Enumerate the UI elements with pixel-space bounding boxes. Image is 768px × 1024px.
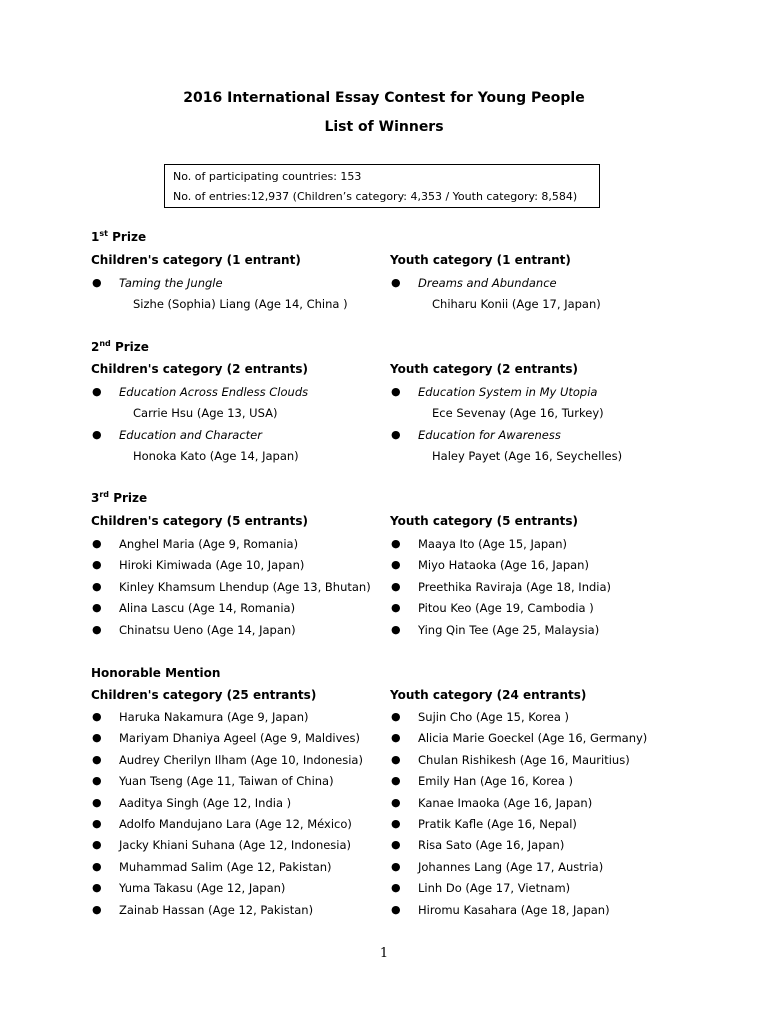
second-children-header: Children's category (2 entrants): [91, 362, 308, 376]
second-youth-header: Youth category (2 entrants): [390, 362, 579, 376]
winner-name: Chinatsu Ueno (Age 14, Japan): [119, 623, 296, 637]
winner-name: Audrey Cherilyn Ilham (Age 10, Indonesia): [119, 753, 363, 767]
winner-name: Yuan Tseng (Age 11, Taiwan of China): [119, 774, 334, 788]
bullet-icon: ●: [391, 385, 401, 398]
essay-title: Education for Awareness: [418, 428, 561, 442]
winner-name: Maaya Ito (Age 15, Japan): [418, 537, 568, 551]
winner-name: Hiroki Kimiwada (Age 10, Japan): [119, 558, 305, 572]
winner-name: Carrie Hsu (Age 13, USA): [133, 406, 278, 420]
bullet-icon: ●: [391, 838, 401, 851]
page-subtitle: List of Winners: [324, 119, 444, 135]
winner-name: Johannes Lang (Age 17, Austria): [418, 860, 604, 874]
first-prize-number: 1: [91, 230, 100, 244]
winner-name: Muhammad Salim (Age 12, Pakistan): [119, 860, 332, 874]
bullet-icon: ●: [92, 276, 102, 289]
winner-name: Mariyam Dhaniya Ageel (Age 9, Maldives): [119, 731, 360, 745]
winner-name: Pitou Keo (Age 19, Cambodia ): [418, 601, 594, 615]
winner-name: Jacky Khiani Suhana (Age 12, Indonesia): [119, 838, 352, 852]
third-prize-heading: [91, 491, 147, 505]
bullet-icon: ●: [391, 537, 401, 550]
first-prize-ordinal: st: [99, 229, 108, 238]
first-children-header: Children's category (1 entrant): [91, 253, 301, 267]
winner-name: Hiromu Kasahara (Age 18, Japan): [418, 903, 610, 917]
bullet-icon: ●: [92, 881, 102, 894]
winner-name: Aaditya Singh (Age 12, India ): [119, 796, 292, 810]
winner-name: Linh Do (Age 17, Vietnam): [418, 881, 571, 895]
bullet-icon: ●: [92, 753, 102, 766]
honorable-children-header: Children's category (25 entrants): [91, 688, 317, 702]
winner-name: Chulan Rishikesh (Age 16, Mauritius): [418, 753, 630, 767]
bullet-icon: ●: [92, 385, 102, 398]
honorable-youth-header: Youth category (24 entrants): [390, 688, 587, 702]
bullet-icon: ●: [391, 796, 401, 809]
winner-name: Haruka Nakamura (Age 9, Japan): [119, 710, 309, 724]
stats-entries: No. of entries:12,937 (Children’s category: 4,353 / Youth category: 8,584): [173, 190, 578, 203]
bullet-icon: ●: [92, 774, 102, 787]
winner-name: Risa Sato (Age 16, Japan): [418, 838, 565, 852]
essay-title: Dreams and Abundance: [418, 276, 557, 290]
first-prize-suffix: Prize: [107, 230, 147, 244]
bullet-icon: ●: [391, 817, 401, 830]
third-prize-number: 3: [91, 491, 100, 505]
bullet-icon: ●: [391, 428, 401, 441]
bullet-icon: ●: [92, 796, 102, 809]
third-children-header: Children's category (5 entrants): [91, 514, 308, 528]
winner-name: Sizhe (Sophia) Liang (Age 14, China ): [133, 297, 348, 311]
bullet-icon: ●: [391, 860, 401, 873]
winner-name: Ying Qin Tee (Age 25, Malaysia): [418, 623, 600, 637]
winner-name: Yuma Takasu (Age 12, Japan): [119, 881, 286, 895]
bullet-icon: ●: [92, 580, 102, 593]
winner-name: Kanae Imaoka (Age 16, Japan): [418, 796, 593, 810]
bullet-icon: ●: [92, 428, 102, 441]
bullet-icon: ●: [92, 558, 102, 571]
second-prize-ordinal: nd: [99, 339, 111, 348]
essay-title: Taming the Jungle: [119, 276, 223, 290]
bullet-icon: ●: [92, 601, 102, 614]
stats-countries: No. of participating countries: 153: [173, 170, 362, 183]
winner-name: Alina Lascu (Age 14, Romania): [119, 601, 296, 615]
winner-name: Ece Sevenay (Age 16, Turkey): [432, 406, 604, 420]
bullet-icon: ●: [391, 774, 401, 787]
bullet-icon: ●: [391, 903, 401, 916]
essay-title: Education System in My Utopia: [418, 385, 598, 399]
bullet-icon: ●: [92, 838, 102, 851]
bullet-icon: ●: [92, 537, 102, 550]
bullet-icon: ●: [391, 731, 401, 744]
page-number: 1: [379, 946, 389, 961]
third-prize-suffix: Prize: [109, 491, 148, 505]
honorable-mention-heading: Honorable Mention: [91, 666, 221, 680]
winner-name: Chiharu Konii (Age 17, Japan): [432, 297, 601, 311]
bullet-icon: ●: [391, 623, 401, 636]
bullet-icon: ●: [391, 276, 401, 289]
bullet-icon: ●: [92, 731, 102, 744]
winner-name: Haley Payet (Age 16, Seychelles): [432, 449, 623, 463]
bullet-icon: ●: [92, 623, 102, 636]
winner-name: Preethika Raviraja (Age 18, India): [418, 580, 612, 594]
bullet-icon: ●: [391, 710, 401, 723]
essay-title: Education and Character: [119, 428, 262, 442]
bullet-icon: ●: [391, 881, 401, 894]
winner-name: Emily Han (Age 16, Korea ): [418, 774, 574, 788]
stats-box: [164, 164, 600, 208]
third-prize-ordinal: rd: [99, 490, 110, 499]
essay-title: Education Across Endless Clouds: [119, 385, 309, 399]
second-prize-suffix: Prize: [110, 340, 149, 354]
bullet-icon: ●: [92, 860, 102, 873]
first-youth-header: Youth category (1 entrant): [390, 253, 571, 267]
first-prize-heading: [91, 230, 146, 244]
winner-name: Pratik Kafle (Age 16, Nepal): [418, 817, 577, 831]
winner-name: Kinley Khamsum Lhendup (Age 13, Bhutan): [119, 580, 371, 594]
winner-name: Zainab Hassan (Age 12, Pakistan): [119, 903, 314, 917]
third-youth-header: Youth category (5 entrants): [390, 514, 579, 528]
winner-name: Sujin Cho (Age 15, Korea ): [418, 710, 570, 724]
second-prize-heading: [91, 340, 149, 354]
bullet-icon: ●: [391, 601, 401, 614]
bullet-icon: ●: [92, 817, 102, 830]
winner-name: Adolfo Mandujano Lara (Age 12, México): [119, 817, 352, 831]
bullet-icon: ●: [391, 558, 401, 571]
bullet-icon: ●: [92, 903, 102, 916]
bullet-icon: ●: [391, 580, 401, 593]
winner-name: Miyo Hataoka (Age 16, Japan): [418, 558, 589, 572]
page-title: 2016 International Essay Contest for Young People: [183, 90, 585, 106]
bullet-icon: ●: [391, 753, 401, 766]
winner-name: Honoka Kato (Age 14, Japan): [133, 449, 299, 463]
second-prize-number: 2: [91, 340, 100, 354]
bullet-icon: ●: [92, 710, 102, 723]
winner-name: Alicia Marie Goeckel (Age 16, Germany): [418, 731, 648, 745]
winner-name: Anghel Maria (Age 9, Romania): [119, 537, 299, 551]
